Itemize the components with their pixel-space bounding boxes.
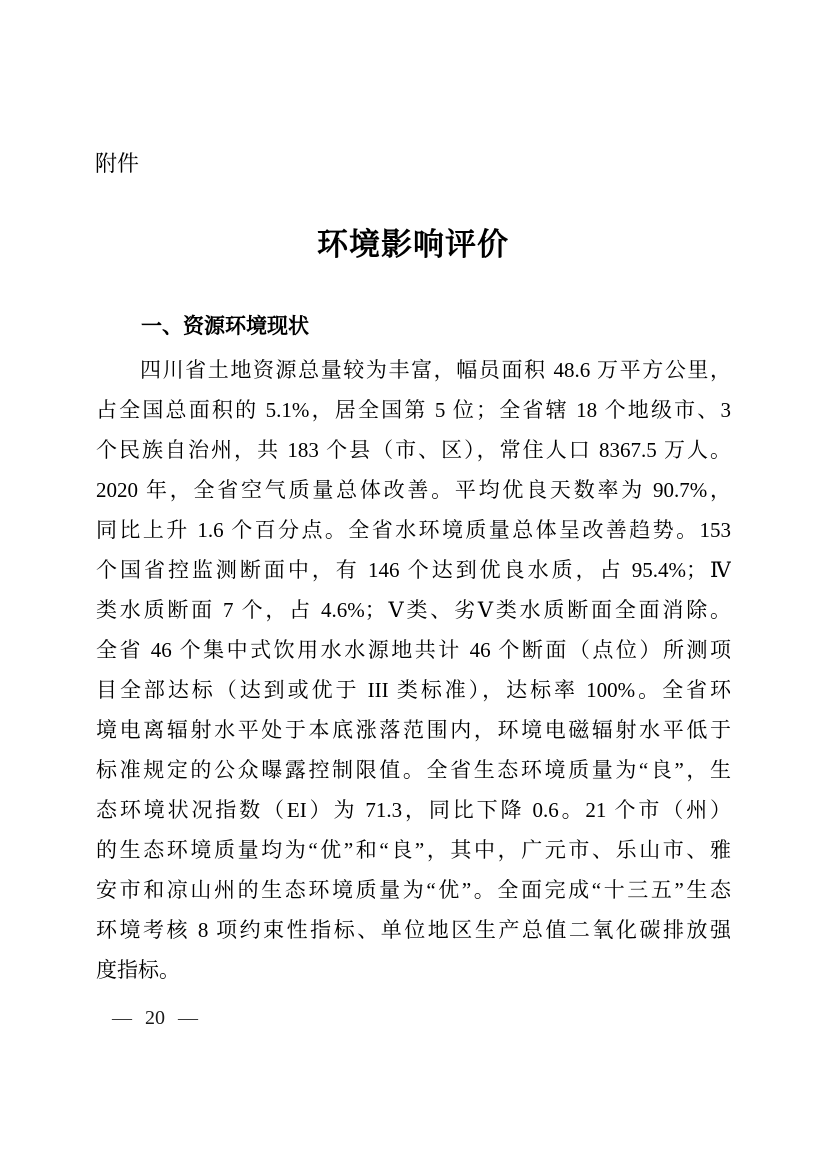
footer-dash-right: —: [178, 1007, 198, 1029]
document-title: 环境影响评价: [317, 227, 509, 262]
body-line: 个民族自治州，共 183 个县（市、区），常住人口 8367.5 万人。: [96, 438, 731, 462]
body-line: 安市和凉山州的生态环境质量为“优”。全面完成“十三五”生态: [96, 878, 731, 902]
body-line: 境电离辐射水平处于本底涨落范围内，环境电磁辐射水平低于: [96, 718, 731, 742]
body-line: 态环境状况指数（EI）为 71.3，同比下降 0.6。21 个市（州）: [96, 798, 731, 822]
body-line: 度指标。: [96, 958, 180, 982]
body-line: 类水质断面 7 个，占 4.6%；Ⅴ类、劣Ⅴ类水质断面全面消除。: [96, 598, 731, 622]
body-line: 全省 46 个集中式饮用水水源地共计 46 个断面（点位）所测项: [96, 638, 731, 662]
attachment-label: 附件: [95, 151, 140, 176]
footer-dash-left: —: [112, 1007, 132, 1029]
body-line: 标准规定的公众曝露控制限值。全省生态环境质量为“良”，生: [96, 758, 731, 782]
body-line: 占全国总面积的 5.1%，居全国第 5 位；全省辖 18 个地级市、3: [96, 398, 731, 422]
body-line: 同比上升 1.6 个百分点。全省水环境质量总体呈改善趋势。153: [96, 518, 731, 542]
page-footer: [112, 1004, 198, 1032]
body-line: 四川省土地资源总量较为丰富，幅员面积 48.6 万平方公里，: [140, 358, 731, 382]
body-line: 环境考核 8 项约束性指标、单位地区生产总值二氧化碳排放强: [96, 918, 731, 942]
body-line: 的生态环境质量均为“优”和“良”，其中，广元市、乐山市、雅: [96, 838, 731, 862]
body-line: 2020 年，全省空气质量总体改善。平均优良天数率为 90.7%，: [96, 478, 731, 502]
body-paragraph: [96, 350, 731, 990]
body-line: 目全部达标（达到或优于 III 类标准），达标率 100%。全省环: [96, 678, 731, 702]
body-line: 个国省控监测断面中，有 146 个达到优良水质，占 95.4%；Ⅳ: [96, 558, 731, 582]
section-heading: 一、资源环境现状: [141, 315, 309, 338]
page-number: 20: [145, 1007, 165, 1029]
